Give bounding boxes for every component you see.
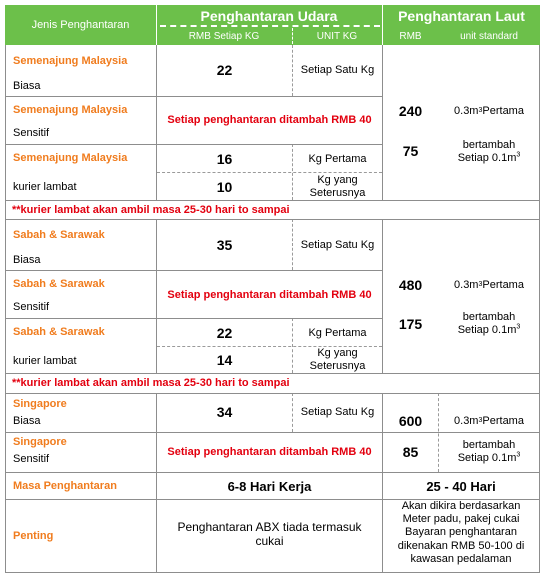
malaysia-lambat-unit1: Kg Pertama: [308, 152, 367, 165]
malaysia-biasa-unit: Setiap Satu Kg: [300, 63, 375, 76]
malaysia-lambat-unit2: Kg yang Seterusnya: [309, 174, 366, 199]
malaysia-biasa-name: Semenajung Malaysia: [13, 55, 128, 67]
masa-air: 6-8 Hari Kerja: [227, 478, 312, 494]
col-divider-sea: [382, 45, 383, 200]
sabah-sea-unit1: 0.3m 3 Pertama: [454, 278, 524, 291]
masa-sea: 25 - 40 Hari: [426, 478, 496, 494]
sabah-lambat-price1: 22: [216, 325, 233, 341]
header-air-unit: UNIT KG: [316, 30, 358, 42]
malaysia-lambat-price2: 10: [216, 179, 233, 195]
singapore-sensitif-sea-unit: bertambah Setiap $0.1m^3$: [457, 439, 521, 464]
border-bottom: [5, 572, 540, 573]
singapore-biasa-unit: Setiap Satu Kg: [300, 405, 375, 418]
malaysia-lambat-type: kurier lambat: [13, 181, 77, 193]
malaysia-biasa-type: Biasa: [13, 80, 41, 92]
malaysia-note: **kurier lambat akan ambil masa 25-30 hari to sampai: [12, 204, 290, 216]
sabah-note: **kurier lambat akan ambil masa 25-30 hari to sampai: [12, 377, 290, 389]
sabah-sensitif-note: Setiap penghantaran ditambah RMB 40: [167, 289, 372, 301]
singapore-biasa-sea-unit: 0.3m 3 Pertama: [454, 414, 524, 427]
malaysia-sea-unit2: bertambah Setiap $0.1m^3$: [457, 139, 521, 164]
malaysia-biasa-price: 22: [216, 62, 233, 78]
singapore-sensitif-type: Sensitif: [13, 453, 50, 465]
header-sea-rmb: RMB: [399, 30, 422, 42]
malaysia-sea-unit1: 0.3m 3 Pertama: [454, 104, 524, 117]
singapore-biasa-type: Biasa: [13, 415, 41, 427]
singapore-sensitif-note: Setiap penghantaran ditambah RMB 40: [167, 446, 372, 458]
header-jenis: Jenis Penghantaran: [31, 19, 130, 31]
sabah-lambat-name: Sabah & Sarawak: [13, 326, 105, 338]
penting-label: Penting: [13, 530, 54, 542]
singapore-sensitif-sea-price: 85: [402, 444, 419, 460]
sabah-lambat-price2: 14: [216, 352, 233, 368]
malaysia-lambat-price1: 16: [216, 151, 233, 167]
sabah-biasa-price: 35: [216, 237, 233, 253]
header-air-dash: [160, 25, 380, 27]
sabah-sensitif-type: Sensitif: [13, 301, 50, 313]
penting-sea: Akan dikira berdasarkan Meter padu, pakej cukai Bayaran penghantaran dikenakan RMB 50-100 di kawasan pedalaman: [397, 500, 525, 565]
sabah-lambat-unit2: Kg yang Seterusnya: [309, 347, 366, 372]
penting-air: Penghantaran ABX tiada termasuk cukai: [177, 520, 362, 549]
sabah-biasa-unit: Setiap Satu Kg: [300, 238, 375, 251]
header-air-title: Penghantaran Udara: [200, 8, 338, 24]
sabah-biasa-type: Biasa: [13, 254, 41, 266]
sabah-sea-unit2: bertambah Setiap $0.1m^3$: [457, 311, 521, 336]
singapore-biasa-price: 34: [216, 404, 233, 420]
malaysia-sensitif-name: Semenajung Malaysia: [13, 104, 128, 116]
header-sea-unit: unit standard: [460, 30, 518, 42]
malaysia-sea-price1: 240: [398, 103, 423, 119]
header-sea-title: Penghantaran Laut: [398, 8, 525, 24]
sabah-sensitif-name: Sabah & Sarawak: [13, 278, 105, 290]
sabah-biasa-name: Sabah & Sarawak: [13, 229, 105, 241]
border-right: [539, 45, 540, 573]
singapore-biasa-sea-price: 600: [398, 413, 423, 429]
sabah-sea-price2: 175: [398, 316, 423, 332]
header-air-rmb: RMB Setiap KG: [188, 30, 260, 42]
malaysia-sensitif-type: Sensitif: [13, 127, 50, 139]
singapore-biasa-name: Singapore: [13, 398, 67, 410]
sabah-lambat-type: kurier lambat: [13, 355, 77, 367]
border-left: [5, 45, 6, 573]
malaysia-lambat-name: Semenajung Malaysia: [13, 152, 128, 164]
singapore-sensitif-name: Singapore: [13, 436, 67, 448]
sabah-lambat-unit1: Kg Pertama: [308, 326, 367, 339]
sabah-sea-price1: 480: [398, 277, 423, 293]
malaysia-sensitif-note: Setiap penghantaran ditambah RMB 40: [167, 114, 372, 126]
masa-label: Masa Penghantaran: [13, 480, 117, 492]
malaysia-sea-price2: 75: [402, 143, 419, 159]
